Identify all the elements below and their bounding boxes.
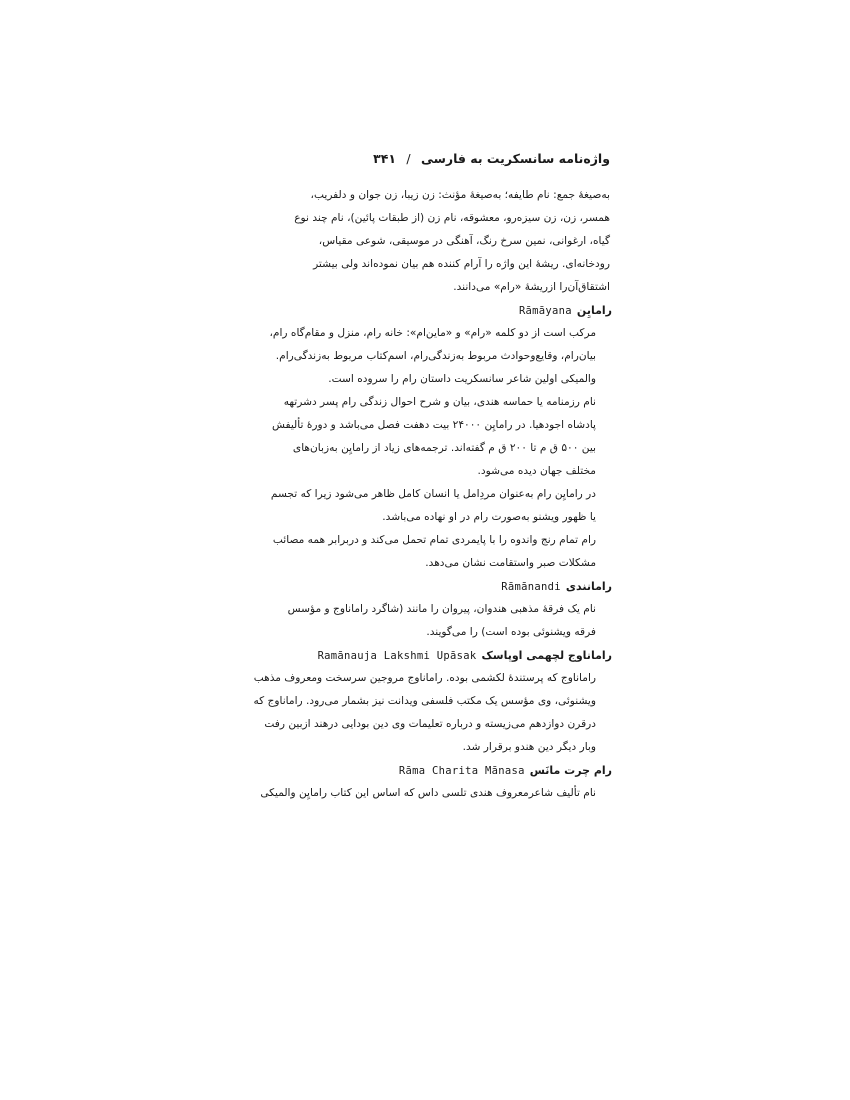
text-line: بین ۵۰۰ ق م تا ۲۰۰ ق م گفته‌اند. ترجمه‌های زیاد از رامایِن به‌زبان‌های bbox=[292, 442, 596, 454]
entry-body bbox=[228, 782, 596, 805]
entry-body bbox=[228, 322, 596, 575]
document-page bbox=[228, 148, 610, 805]
entry-body bbox=[228, 598, 596, 644]
text-line: مشکلات صبر واستقامت نشان می‌دهد. bbox=[425, 557, 596, 569]
headword-persian: رامایِن bbox=[576, 304, 612, 317]
dictionary-entry bbox=[228, 299, 610, 575]
intro-paragraph bbox=[228, 184, 610, 299]
text-line: اشتقاق‌آن‌را ازریشهٔ «رام» می‌دانند. bbox=[453, 281, 610, 293]
text-line: گیاه، ارغوانی، نمین سرخ رنگ، آهنگی در موسیقی، شوعی مقیاس، bbox=[318, 235, 610, 247]
text-line: ویشنوئی، وی مؤسس یک مکتب فلسفی ویدانت نیز بشمار می‌رود. راماناوج که bbox=[253, 695, 596, 707]
text-line: فرقه ویشنوئی بوده است) را می‌گویند. bbox=[426, 626, 596, 638]
text-line: بیان‌رام، وقایع‌وحوادث مربوط به‌زندگی‌رام، اسم‌کتاب مربوط به‌زندگی‌رام. bbox=[275, 350, 596, 362]
entry-body bbox=[228, 667, 596, 759]
text-line: یا ظهور ویشنو به‌صورت رام در او نهاده می‌باشد. bbox=[382, 511, 596, 523]
text-line: مختلف جهان دیده می‌شود. bbox=[477, 465, 596, 477]
dictionary-entry bbox=[228, 759, 610, 805]
entry-headword bbox=[228, 644, 612, 667]
text-line: والمیکی اولین شاعر سانسکریت داستان رام را سروده است. bbox=[328, 373, 596, 385]
dictionary-entry bbox=[228, 644, 610, 759]
text-line: مرکب است از دو کلمه «رام» و «ماین‌ام»: خانه رام، منزل و مقام‌گاه رام، bbox=[269, 327, 596, 339]
text-line: نام یک فرقهٔ مذهبی هندوان، پیروان را مانند (شاگرد راماناوج و مؤسس bbox=[287, 603, 596, 615]
header-title: واژه‌نامه سانسکریت به فارسی bbox=[420, 151, 610, 166]
dictionary-entry bbox=[228, 575, 610, 644]
headword-transliteration: Ramānauja Lakshmi Upāsak bbox=[317, 649, 477, 662]
text-line: نام رزمنامه یا حماسه هندی، بیان و شرح احوال زندگی رام پسر دشرتهه bbox=[283, 396, 596, 408]
headword-transliteration: Rāma Charita Mānasa bbox=[398, 764, 525, 777]
text-line: راماناوج که پرستندهٔ لکشمی بوده. راماناوج مروجین سرسخت ومعروف مذهب bbox=[253, 672, 596, 684]
text-line: درقرن دوازدهم می‌زیسته و درباره تعلیمات وی دین بودایی درهند ازبین رفت bbox=[264, 718, 596, 730]
headword-persian: راماناوج لچهمی اوپاسک bbox=[481, 649, 612, 662]
entry-headword bbox=[228, 575, 612, 598]
running-header bbox=[228, 148, 610, 170]
entry-headword bbox=[228, 299, 612, 322]
entry-headword bbox=[228, 759, 612, 782]
text-line: به‌صیغهٔ جمع: نام طایفه؛ به‌صیغهٔ مؤنث: زن زیبا، زن جوان و دلفریب، bbox=[310, 189, 610, 201]
text-line: وبار دیگر دین هندو برقرار شد. bbox=[462, 741, 596, 753]
text-line: رام تمام رنج واندوه را با پایمردی تمام تحمل می‌کند و دربرابر همه مصائب bbox=[272, 534, 596, 546]
header-separator: / bbox=[406, 151, 411, 166]
headword-persian: رام چرت مانَس bbox=[529, 764, 612, 777]
text-line: نام تألیف شاعرمعروف هندی تلسی داس که اساس این کتاب رامایِن والمیکی bbox=[260, 787, 596, 799]
headword-persian: رامانندی bbox=[565, 580, 612, 593]
text-line: در رامایِن رام به‌عنوان مردِ‌امل یا انسان کامل ظاهر می‌شود زیرا که تجسم bbox=[270, 488, 596, 500]
headword-transliteration: Rāmānandi bbox=[501, 580, 561, 593]
page-number: ۳۴۱ bbox=[373, 151, 396, 166]
text-line: پادشاه اجودهیا. در رامایِن ۲۴۰۰۰ بیت دهفت فصل می‌باشد و دورهٔ تألیفش bbox=[271, 419, 596, 431]
headword-transliteration: Rāmāyana bbox=[518, 304, 572, 317]
text-line: همسر، زن، زن سیزه‌رو، معشوقه، نام زن (از طبقات پائین)، نام چند نوع bbox=[294, 212, 610, 224]
text-line: رودخانه‌ای. ریشهٔ این واژه را آرام کننده هم بیان نموده‌اند ولی بیشتر bbox=[313, 258, 610, 270]
